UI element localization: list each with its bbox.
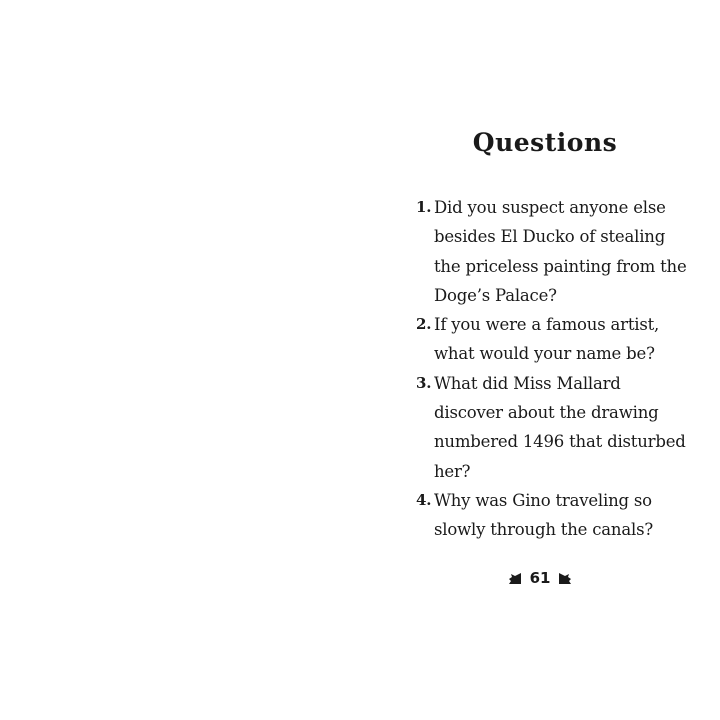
question-text-line: numbered 1496 that disturbed [434, 432, 686, 452]
question-item [412, 193, 687, 310]
question-number: 4. [416, 490, 432, 509]
question-text-line: Why was Gino traveling so [434, 490, 652, 510]
question-text-line: What did Miss Mallard [434, 373, 621, 393]
duck-foot-left-icon [508, 572, 522, 585]
question-item [412, 486, 682, 545]
question-text-line: what would your name be? [434, 344, 655, 364]
question-text-line: Doge’s Palace? [434, 285, 557, 305]
question-text-line: Did you suspect anyone else [434, 198, 666, 217]
question-text-line: the priceless painting from the [434, 256, 687, 276]
page-number: 61 [529, 569, 551, 587]
question-text-line: besides El Ducko of stealing [434, 227, 666, 247]
question-text-line: discover about the drawing [434, 403, 659, 423]
question-item [412, 369, 686, 486]
page-title: Questions [472, 128, 618, 157]
question-number: 1. [416, 198, 432, 216]
duck-foot-right-icon [558, 572, 572, 585]
question-list [412, 193, 687, 545]
question-number: 2. [416, 315, 432, 334]
question-item [412, 310, 682, 369]
page-footer [500, 566, 580, 590]
question-text-line: her? [434, 461, 471, 481]
question-text-line: slowly through the canals? [434, 520, 653, 540]
question-text-line: If you were a famous artist, [434, 315, 660, 335]
question-number: 3. [416, 373, 432, 392]
